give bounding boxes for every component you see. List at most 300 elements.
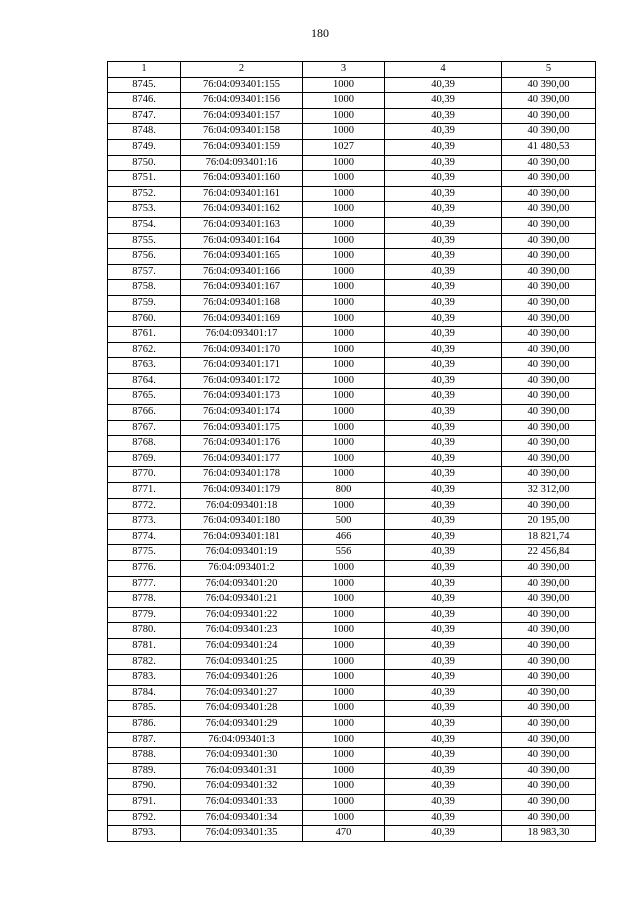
row-number-cell: 8792.: [108, 810, 181, 826]
area-cell: 1000: [303, 93, 385, 109]
area-cell: 1000: [303, 373, 385, 389]
specific-value-cell: 40,39: [385, 670, 502, 686]
cadastral-value-cell: 40 390,00: [502, 576, 596, 592]
specific-value-cell: 40,39: [385, 607, 502, 623]
table-row: [108, 295, 596, 311]
specific-value-cell: 40,39: [385, 732, 502, 748]
area-cell: 470: [303, 826, 385, 842]
row-number-cell: 8791.: [108, 794, 181, 810]
row-number-cell: 8789.: [108, 763, 181, 779]
specific-value-cell: 40,39: [385, 264, 502, 280]
table-row: [108, 670, 596, 686]
cadastral-value-cell: 40 390,00: [502, 373, 596, 389]
table-row: [108, 77, 596, 93]
specific-value-cell: 40,39: [385, 124, 502, 140]
cadastral-value-cell: 40 390,00: [502, 171, 596, 187]
cadastral-number-cell: 76:04:093401:165: [181, 249, 303, 265]
row-number-cell: 8761.: [108, 327, 181, 343]
area-cell: 466: [303, 529, 385, 545]
cadastral-number-cell: 76:04:093401:31: [181, 763, 303, 779]
specific-value-cell: 40,39: [385, 779, 502, 795]
area-cell: 1000: [303, 451, 385, 467]
specific-value-cell: 40,39: [385, 810, 502, 826]
table-row: [108, 249, 596, 265]
row-number-cell: 8774.: [108, 529, 181, 545]
specific-value-cell: 40,39: [385, 77, 502, 93]
specific-value-cell: 40,39: [385, 483, 502, 499]
cadastral-number-cell: 76:04:093401:3: [181, 732, 303, 748]
specific-value-cell: 40,39: [385, 171, 502, 187]
area-cell: 800: [303, 483, 385, 499]
table-row: [108, 202, 596, 218]
cadastral-number-cell: 76:04:093401:35: [181, 826, 303, 842]
cadastral-number-cell: 76:04:093401:171: [181, 358, 303, 374]
cadastral-value-cell: 40 390,00: [502, 748, 596, 764]
cadastral-number-cell: 76:04:093401:16: [181, 155, 303, 171]
cadastral-number-cell: 76:04:093401:168: [181, 295, 303, 311]
row-number-cell: 8773.: [108, 514, 181, 530]
area-cell: 1000: [303, 186, 385, 202]
row-number-cell: 8763.: [108, 358, 181, 374]
cadastral-number-cell: 76:04:093401:179: [181, 483, 303, 499]
cadastral-value-cell: 40 390,00: [502, 420, 596, 436]
cadastral-value-cell: 40 390,00: [502, 342, 596, 358]
table-row: [108, 638, 596, 654]
table-row: [108, 451, 596, 467]
cadastral-value-cell: 40 390,00: [502, 810, 596, 826]
specific-value-cell: 40,39: [385, 342, 502, 358]
table-header-row: [108, 62, 596, 78]
row-number-cell: 8760.: [108, 311, 181, 327]
cadastral-value-cell: 40 390,00: [502, 716, 596, 732]
specific-value-cell: 40,39: [385, 217, 502, 233]
table-row: [108, 389, 596, 405]
table-row: [108, 826, 596, 842]
area-cell: 1000: [303, 311, 385, 327]
cadastral-value-cell: 40 390,00: [502, 685, 596, 701]
area-cell: 1000: [303, 124, 385, 140]
table-row: [108, 732, 596, 748]
row-number-cell: 8785.: [108, 701, 181, 717]
area-cell: 1000: [303, 763, 385, 779]
cadastral-value-cell: 40 390,00: [502, 202, 596, 218]
specific-value-cell: 40,39: [385, 545, 502, 561]
area-cell: 556: [303, 545, 385, 561]
cadastral-number-cell: 76:04:093401:25: [181, 654, 303, 670]
specific-value-cell: 40,39: [385, 108, 502, 124]
area-cell: 1000: [303, 155, 385, 171]
cadastral-value-cell: 40 390,00: [502, 155, 596, 171]
column-header: 4: [385, 62, 502, 78]
table-row: [108, 794, 596, 810]
table-row: [108, 217, 596, 233]
table-row: [108, 124, 596, 140]
table-row: [108, 108, 596, 124]
cadastral-number-cell: 76:04:093401:34: [181, 810, 303, 826]
area-cell: 500: [303, 514, 385, 530]
cadastral-number-cell: 76:04:093401:170: [181, 342, 303, 358]
cadastral-number-cell: 76:04:093401:174: [181, 405, 303, 421]
cadastral-number-cell: 76:04:093401:163: [181, 217, 303, 233]
specific-value-cell: 40,39: [385, 701, 502, 717]
table-row: [108, 498, 596, 514]
area-cell: 1000: [303, 280, 385, 296]
cadastral-number-cell: 76:04:093401:157: [181, 108, 303, 124]
specific-value-cell: 40,39: [385, 249, 502, 265]
cadastral-value-cell: 40 390,00: [502, 186, 596, 202]
row-number-cell: 8775.: [108, 545, 181, 561]
cadastral-value-cell: 40 390,00: [502, 264, 596, 280]
table-row: [108, 529, 596, 545]
cadastral-number-cell: 76:04:093401:173: [181, 389, 303, 405]
cadastral-number-cell: 76:04:093401:27: [181, 685, 303, 701]
row-number-cell: 8753.: [108, 202, 181, 218]
row-number-cell: 8788.: [108, 748, 181, 764]
row-number-cell: 8783.: [108, 670, 181, 686]
row-number-cell: 8757.: [108, 264, 181, 280]
column-header: 3: [303, 62, 385, 78]
cadastral-value-cell: 40 390,00: [502, 451, 596, 467]
cadastral-value-cell: 40 390,00: [502, 436, 596, 452]
specific-value-cell: 40,39: [385, 93, 502, 109]
specific-value-cell: 40,39: [385, 654, 502, 670]
specific-value-cell: 40,39: [385, 451, 502, 467]
cadastral-number-cell: 76:04:093401:20: [181, 576, 303, 592]
table-row: [108, 779, 596, 795]
area-cell: 1000: [303, 794, 385, 810]
area-cell: 1000: [303, 405, 385, 421]
area-cell: 1000: [303, 701, 385, 717]
cadastral-value-cell: 40 390,00: [502, 358, 596, 374]
area-cell: 1000: [303, 358, 385, 374]
table-row: [108, 186, 596, 202]
cadastral-value-cell: 40 390,00: [502, 763, 596, 779]
cadastral-value-cell: 18 821,74: [502, 529, 596, 545]
specific-value-cell: 40,39: [385, 498, 502, 514]
cadastral-number-cell: 76:04:093401:172: [181, 373, 303, 389]
cadastral-value-cell: 40 390,00: [502, 280, 596, 296]
area-cell: 1000: [303, 295, 385, 311]
table-row: [108, 467, 596, 483]
area-cell: 1000: [303, 327, 385, 343]
table-row: [108, 545, 596, 561]
area-cell: 1000: [303, 77, 385, 93]
cadastral-value-cell: 18 983,30: [502, 826, 596, 842]
row-number-cell: 8779.: [108, 607, 181, 623]
table-row: [108, 342, 596, 358]
table-row: [108, 264, 596, 280]
row-number-cell: 8758.: [108, 280, 181, 296]
table-row: [108, 93, 596, 109]
row-number-cell: 8766.: [108, 405, 181, 421]
table-row: [108, 701, 596, 717]
cadastral-value-cell: 22 456,84: [502, 545, 596, 561]
row-number-cell: 8776.: [108, 561, 181, 577]
cadastral-number-cell: 76:04:093401:28: [181, 701, 303, 717]
specific-value-cell: 40,39: [385, 155, 502, 171]
cadastral-number-cell: 76:04:093401:17: [181, 327, 303, 343]
specific-value-cell: 40,39: [385, 467, 502, 483]
cadastral-value-cell: 40 390,00: [502, 327, 596, 343]
cadastral-number-cell: 76:04:093401:177: [181, 451, 303, 467]
area-cell: 1000: [303, 779, 385, 795]
cadastral-number-cell: 76:04:093401:158: [181, 124, 303, 140]
area-cell: 1000: [303, 561, 385, 577]
cadastral-value-cell: 40 390,00: [502, 732, 596, 748]
cadastral-value-cell: 41 480,53: [502, 139, 596, 155]
table-row: [108, 420, 596, 436]
cadastral-number-cell: 76:04:093401:156: [181, 93, 303, 109]
row-number-cell: 8747.: [108, 108, 181, 124]
cadastral-value-cell: 40 390,00: [502, 623, 596, 639]
row-number-cell: 8748.: [108, 124, 181, 140]
cadastral-value-cell: 40 390,00: [502, 217, 596, 233]
table-row: [108, 514, 596, 530]
row-number-cell: 8745.: [108, 77, 181, 93]
area-cell: 1000: [303, 249, 385, 265]
cadastral-value-cell: 40 390,00: [502, 124, 596, 140]
area-cell: 1000: [303, 217, 385, 233]
area-cell: 1000: [303, 389, 385, 405]
table-row: [108, 155, 596, 171]
table-row: [108, 576, 596, 592]
area-cell: 1000: [303, 233, 385, 249]
area-cell: 1027: [303, 139, 385, 155]
row-number-cell: 8755.: [108, 233, 181, 249]
row-number-cell: 8752.: [108, 186, 181, 202]
cadastral-value-cell: 40 390,00: [502, 779, 596, 795]
table-row: [108, 763, 596, 779]
area-cell: 1000: [303, 576, 385, 592]
cadastral-number-cell: 76:04:093401:22: [181, 607, 303, 623]
cadastral-value-cell: 40 390,00: [502, 389, 596, 405]
table-row: [108, 810, 596, 826]
column-header: 5: [502, 62, 596, 78]
cadastral-number-cell: 76:04:093401:166: [181, 264, 303, 280]
table-row: [108, 561, 596, 577]
table-row: [108, 685, 596, 701]
table-row: [108, 483, 596, 499]
cadastral-number-cell: 76:04:093401:32: [181, 779, 303, 795]
row-number-cell: 8746.: [108, 93, 181, 109]
specific-value-cell: 40,39: [385, 373, 502, 389]
cadastral-value-cell: 40 390,00: [502, 701, 596, 717]
area-cell: 1000: [303, 654, 385, 670]
cadastral-value-cell: 40 390,00: [502, 607, 596, 623]
row-number-cell: 8770.: [108, 467, 181, 483]
area-cell: 1000: [303, 607, 385, 623]
area-cell: 1000: [303, 498, 385, 514]
table-row: [108, 233, 596, 249]
area-cell: 1000: [303, 467, 385, 483]
table-row: [108, 623, 596, 639]
cadastral-number-cell: 76:04:093401:160: [181, 171, 303, 187]
cadastral-number-cell: 76:04:093401:175: [181, 420, 303, 436]
area-cell: 1000: [303, 685, 385, 701]
table-row: [108, 716, 596, 732]
specific-value-cell: 40,39: [385, 389, 502, 405]
area-cell: 1000: [303, 623, 385, 639]
specific-value-cell: 40,39: [385, 561, 502, 577]
row-number-cell: 8778.: [108, 592, 181, 608]
area-cell: 1000: [303, 171, 385, 187]
cadastral-value-cell: 40 390,00: [502, 108, 596, 124]
cadastral-value-cell: 40 390,00: [502, 654, 596, 670]
cadastral-value-cell: 40 390,00: [502, 670, 596, 686]
cadastral-value-cell: 40 390,00: [502, 561, 596, 577]
specific-value-cell: 40,39: [385, 186, 502, 202]
row-number-cell: 8771.: [108, 483, 181, 499]
specific-value-cell: 40,39: [385, 405, 502, 421]
specific-value-cell: 40,39: [385, 139, 502, 155]
cadastral-number-cell: 76:04:093401:33: [181, 794, 303, 810]
row-number-cell: 8786.: [108, 716, 181, 732]
cadastral-number-cell: 76:04:093401:2: [181, 561, 303, 577]
area-cell: 1000: [303, 202, 385, 218]
specific-value-cell: 40,39: [385, 623, 502, 639]
table-row: [108, 592, 596, 608]
cadastral-value-cell: 40 390,00: [502, 405, 596, 421]
specific-value-cell: 40,39: [385, 202, 502, 218]
cadastral-value-cell: 40 390,00: [502, 794, 596, 810]
specific-value-cell: 40,39: [385, 311, 502, 327]
specific-value-cell: 40,39: [385, 748, 502, 764]
cadastral-number-cell: 76:04:093401:155: [181, 77, 303, 93]
cadastral-number-cell: 76:04:093401:18: [181, 498, 303, 514]
table-row: [108, 280, 596, 296]
cadastral-value-cell: 40 390,00: [502, 93, 596, 109]
table-body: [108, 77, 596, 841]
cadastral-value-cell: 40 390,00: [502, 638, 596, 654]
page-number: 180: [311, 26, 329, 40]
specific-value-cell: 40,39: [385, 436, 502, 452]
cadastral-value-cell: 40 390,00: [502, 467, 596, 483]
row-number-cell: 8749.: [108, 139, 181, 155]
row-number-cell: 8793.: [108, 826, 181, 842]
specific-value-cell: 40,39: [385, 592, 502, 608]
specific-value-cell: 40,39: [385, 826, 502, 842]
cadastral-value-cell: 40 390,00: [502, 592, 596, 608]
table-row: [108, 358, 596, 374]
column-header: 2: [181, 62, 303, 78]
cadastral-value-cell: 40 390,00: [502, 498, 596, 514]
specific-value-cell: 40,39: [385, 763, 502, 779]
row-number-cell: 8765.: [108, 389, 181, 405]
row-number-cell: 8777.: [108, 576, 181, 592]
row-number-cell: 8781.: [108, 638, 181, 654]
table-row: [108, 311, 596, 327]
area-cell: 1000: [303, 264, 385, 280]
row-number-cell: 8772.: [108, 498, 181, 514]
cadastral-number-cell: 76:04:093401:161: [181, 186, 303, 202]
cadastral-value-cell: 40 390,00: [502, 295, 596, 311]
area-cell: 1000: [303, 748, 385, 764]
row-number-cell: 8767.: [108, 420, 181, 436]
cadastral-number-cell: 76:04:093401:24: [181, 638, 303, 654]
cadastral-number-cell: 76:04:093401:29: [181, 716, 303, 732]
cadastral-number-cell: 76:04:093401:169: [181, 311, 303, 327]
specific-value-cell: 40,39: [385, 716, 502, 732]
cadastral-number-cell: 76:04:093401:19: [181, 545, 303, 561]
row-number-cell: 8750.: [108, 155, 181, 171]
column-header: 1: [108, 62, 181, 78]
specific-value-cell: 40,39: [385, 295, 502, 311]
row-number-cell: 8756.: [108, 249, 181, 265]
cadastral-number-cell: 76:04:093401:21: [181, 592, 303, 608]
table-row: [108, 373, 596, 389]
cadastral-number-cell: 76:04:093401:167: [181, 280, 303, 296]
cadastral-value-cell: 40 390,00: [502, 77, 596, 93]
table-row: [108, 654, 596, 670]
cadastral-value-table: [107, 61, 596, 842]
specific-value-cell: 40,39: [385, 638, 502, 654]
row-number-cell: 8764.: [108, 373, 181, 389]
table-row: [108, 607, 596, 623]
row-number-cell: 8768.: [108, 436, 181, 452]
row-number-cell: 8782.: [108, 654, 181, 670]
area-cell: 1000: [303, 638, 385, 654]
specific-value-cell: 40,39: [385, 233, 502, 249]
area-cell: 1000: [303, 342, 385, 358]
cadastral-number-cell: 76:04:093401:181: [181, 529, 303, 545]
area-cell: 1000: [303, 716, 385, 732]
specific-value-cell: 40,39: [385, 358, 502, 374]
table-row: [108, 748, 596, 764]
specific-value-cell: 40,39: [385, 327, 502, 343]
cadastral-value-cell: 20 195,00: [502, 514, 596, 530]
area-cell: 1000: [303, 670, 385, 686]
table-row: [108, 171, 596, 187]
cadastral-value-cell: 32 312,00: [502, 483, 596, 499]
row-number-cell: 8784.: [108, 685, 181, 701]
area-cell: 1000: [303, 420, 385, 436]
row-number-cell: 8769.: [108, 451, 181, 467]
specific-value-cell: 40,39: [385, 576, 502, 592]
table-row: [108, 436, 596, 452]
area-cell: 1000: [303, 436, 385, 452]
cadastral-number-cell: 76:04:093401:23: [181, 623, 303, 639]
specific-value-cell: 40,39: [385, 685, 502, 701]
table-row: [108, 327, 596, 343]
area-cell: 1000: [303, 592, 385, 608]
row-number-cell: 8754.: [108, 217, 181, 233]
cadastral-number-cell: 76:04:093401:159: [181, 139, 303, 155]
row-number-cell: 8787.: [108, 732, 181, 748]
table-row: [108, 405, 596, 421]
specific-value-cell: 40,39: [385, 420, 502, 436]
area-cell: 1000: [303, 108, 385, 124]
cadastral-number-cell: 76:04:093401:176: [181, 436, 303, 452]
cadastral-number-cell: 76:04:093401:26: [181, 670, 303, 686]
row-number-cell: 8759.: [108, 295, 181, 311]
row-number-cell: 8762.: [108, 342, 181, 358]
cadastral-number-cell: 76:04:093401:178: [181, 467, 303, 483]
cadastral-number-cell: 76:04:093401:162: [181, 202, 303, 218]
cadastral-number-cell: 76:04:093401:180: [181, 514, 303, 530]
cadastral-number-cell: 76:04:093401:164: [181, 233, 303, 249]
cadastral-value-cell: 40 390,00: [502, 233, 596, 249]
specific-value-cell: 40,39: [385, 529, 502, 545]
specific-value-cell: 40,39: [385, 514, 502, 530]
area-cell: 1000: [303, 810, 385, 826]
cadastral-value-cell: 40 390,00: [502, 249, 596, 265]
specific-value-cell: 40,39: [385, 280, 502, 296]
row-number-cell: 8780.: [108, 623, 181, 639]
specific-value-cell: 40,39: [385, 794, 502, 810]
table-row: [108, 139, 596, 155]
row-number-cell: 8751.: [108, 171, 181, 187]
cadastral-value-cell: 40 390,00: [502, 311, 596, 327]
